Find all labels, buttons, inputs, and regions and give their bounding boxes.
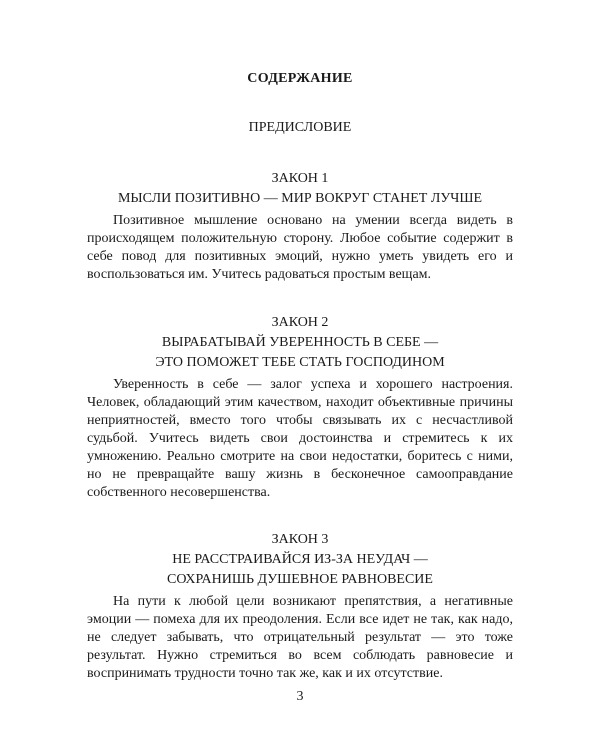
law-section-3 xyxy=(87,530,513,683)
law-section-2 xyxy=(87,313,513,502)
law-description: Позитивное мышление основано на умении всегда видеть в происходящем положительную сторону. Любое событие содержит в себе повод для позитивных эмоций, нужно уметь увидеть его и воспользоваться им. Учитесь радоваться простым вещам. xyxy=(87,213,513,282)
toc-title: СОДЕРЖАНИЕ xyxy=(247,71,353,86)
law-title-line: ЭТО ПОМОЖЕТ ТЕБЕ СТАТЬ ГОСПОДИНОМ xyxy=(155,355,445,370)
law-number: ЗАКОН 3 xyxy=(271,532,329,547)
law-section-1 xyxy=(87,169,513,284)
law-number: ЗАКОН 2 xyxy=(271,315,329,330)
law-description: На пути к любой цели возникают препятствия, а негативные эмоции — помеха для их преодоления. Если все идет не так, как надо, не следует забывать, что отрицательный результат — это тоже результат. Нужно стремиться во всем соблюдать равновесие и воспринимать трудности точно так же, как и их отсутствие. xyxy=(87,594,513,681)
toc-content xyxy=(87,69,513,683)
law-title-line: НЕ РАССТРАИВАЙСЯ ИЗ-ЗА НЕУДАЧ — xyxy=(172,552,428,567)
law-title-line: СОХРАНИШЬ ДУШЕВНОЕ РАВНОВЕСИЕ xyxy=(167,572,433,587)
law-title xyxy=(87,189,513,209)
law-title xyxy=(87,550,513,590)
page-number: 3 xyxy=(296,689,304,704)
law-title-line: ВЫРАБАТЫВАЙ УВЕРЕННОСТЬ В СЕБЕ — xyxy=(161,335,439,350)
law-title xyxy=(87,333,513,373)
law-description: Уверенность в себе — залог успеха и хорошего настроения. Человек, обладающий этим качеством, находит объективные причины неприятностей, вместо того чтобы связывать их с несчастливой судьбой. Учитесь видеть свои достоинства и стремитесь к их умножению. Реально смотрите на свои недостатки, боритесь с ними, но не превращайте вашу жизнь в бесконечное самооправдание собственного несовершенства. xyxy=(87,377,513,500)
law-number: ЗАКОН 1 xyxy=(271,171,329,186)
toc-entry-preface: ПРЕДИСЛОВИЕ xyxy=(248,120,352,135)
law-title-line: МЫСЛИ ПОЗИТИВНО — МИР ВОКРУГ СТАНЕТ ЛУЧШЕ xyxy=(117,191,483,206)
